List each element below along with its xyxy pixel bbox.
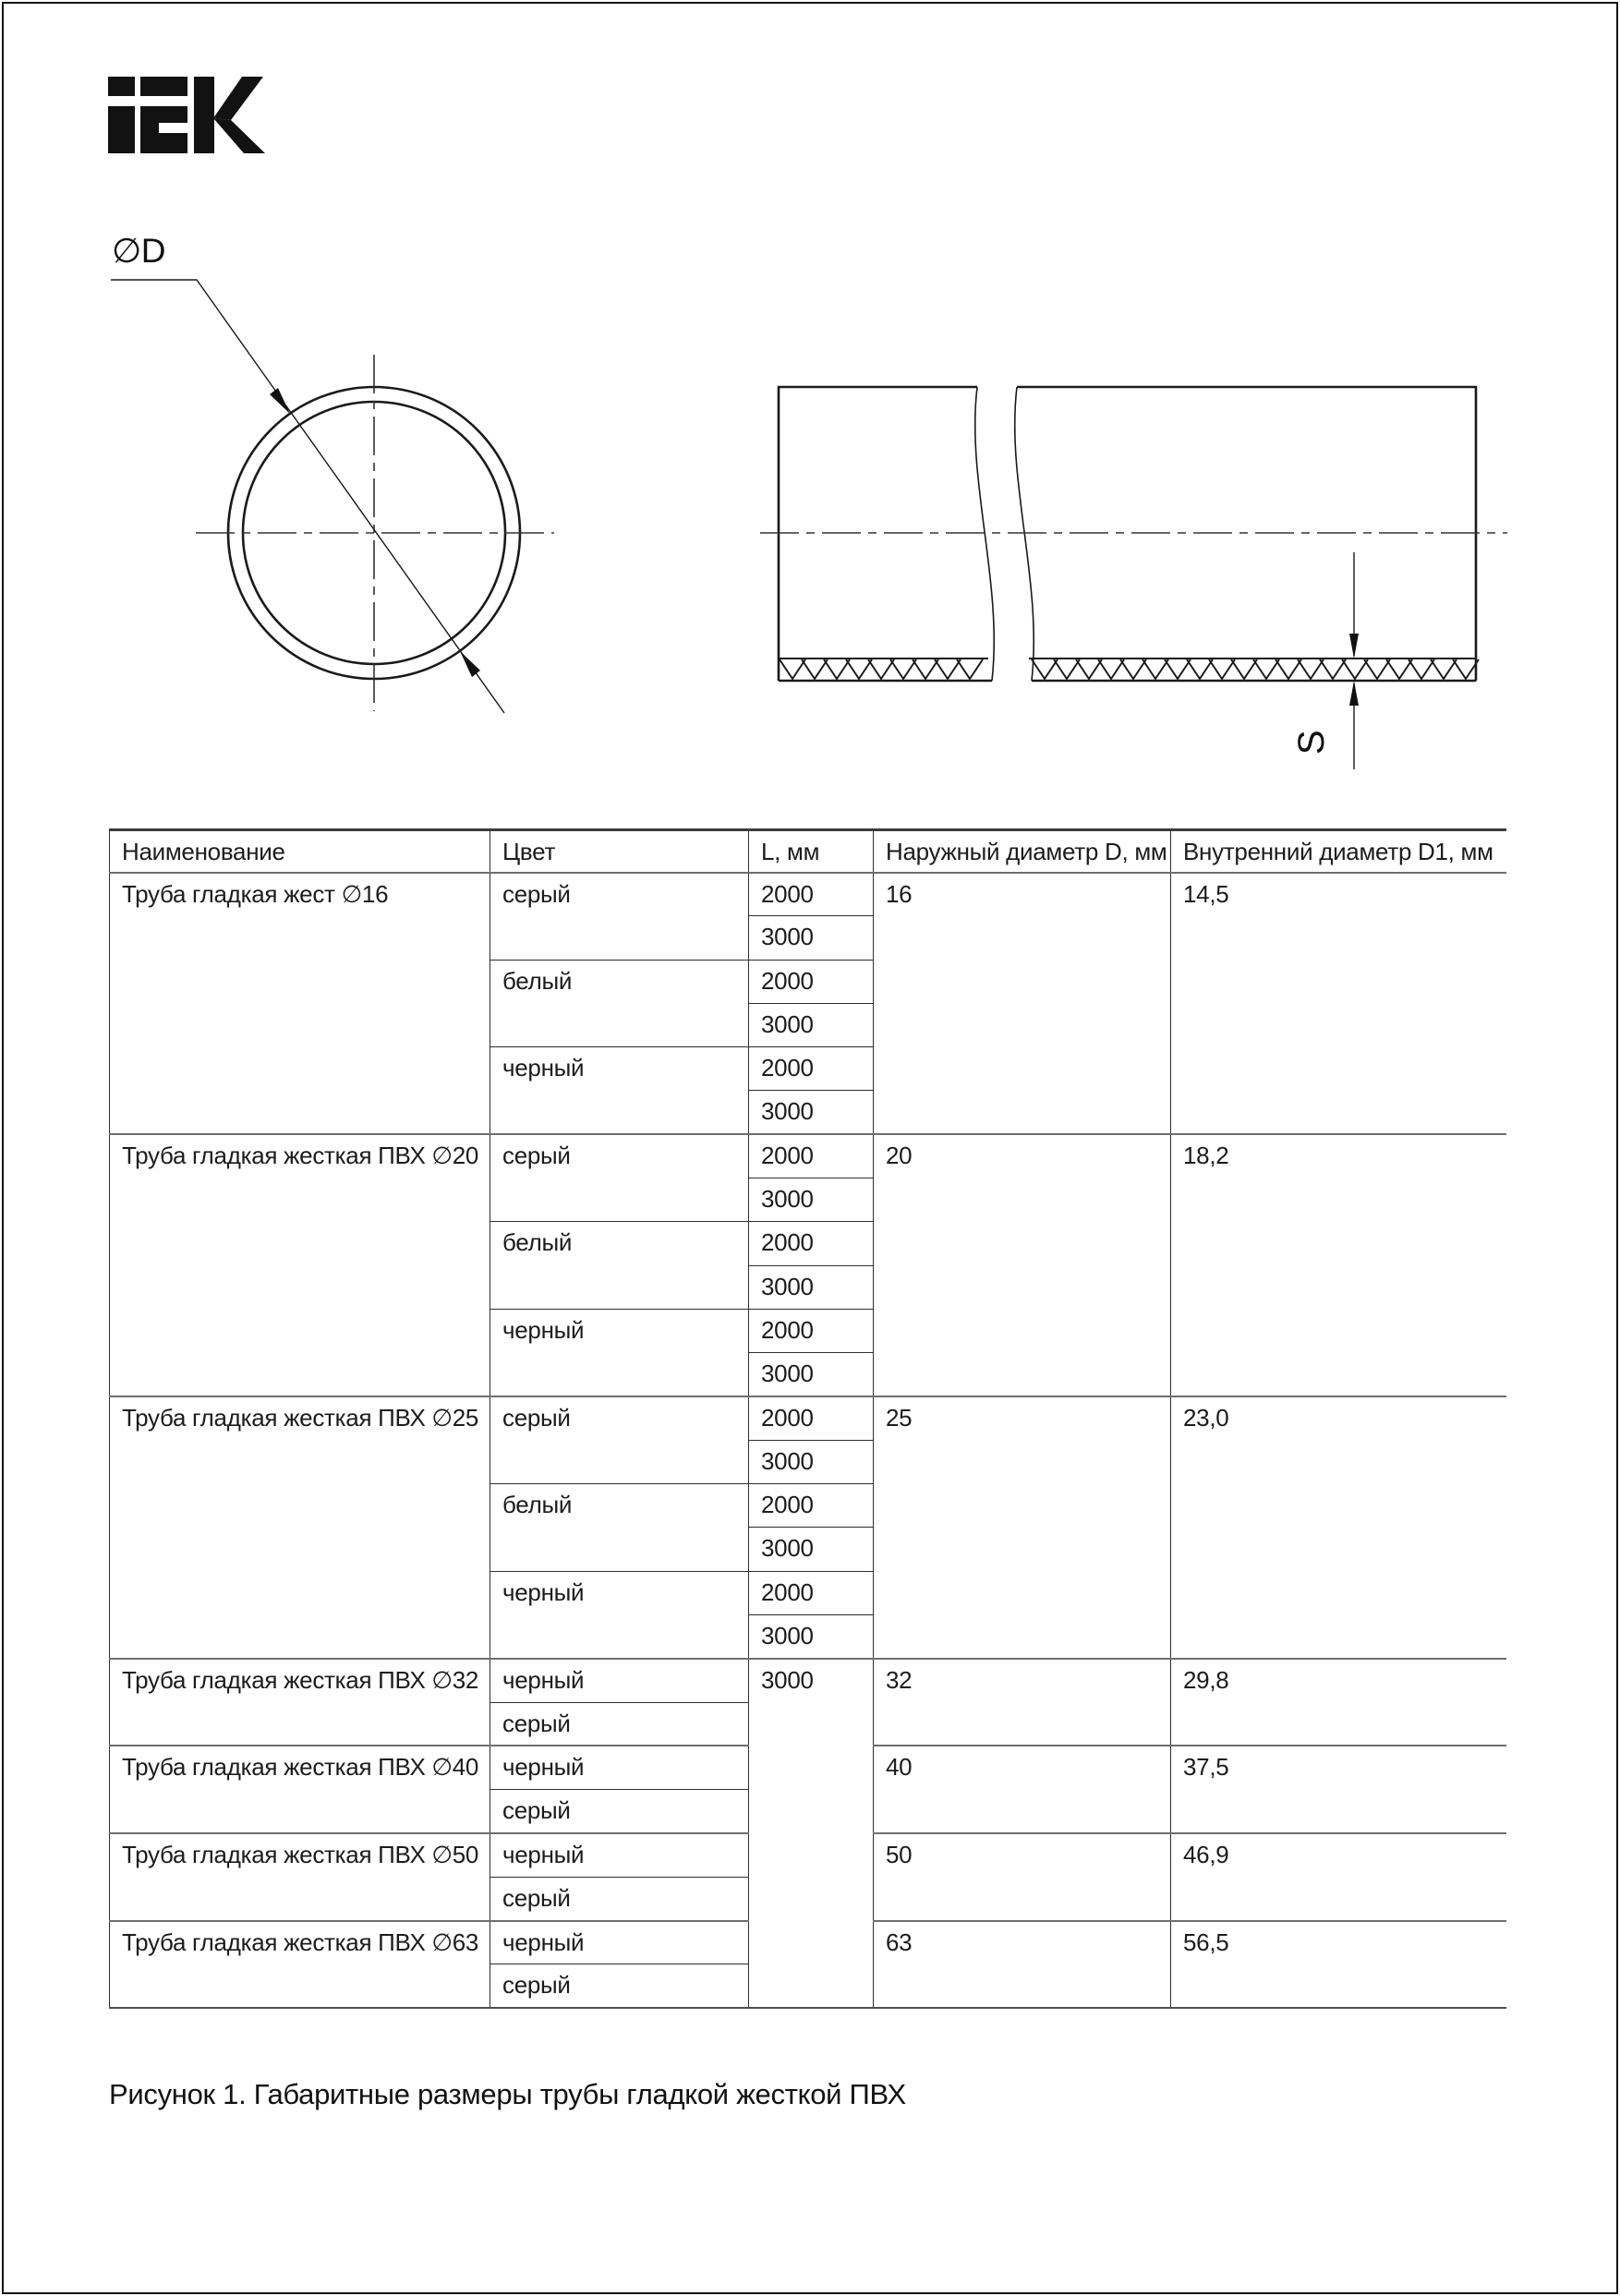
color-cell: черный: [490, 1047, 749, 1135]
inner-diameter-cell: 23,0: [1171, 1396, 1506, 1659]
length-cell: 3000: [749, 1265, 874, 1309]
length-cell: 3000: [749, 1178, 874, 1222]
diameter-leader-line: [111, 280, 504, 713]
diameter-arrowhead-bottom: [460, 651, 480, 677]
inner-diameter-cell: 56,5: [1171, 1921, 1506, 2009]
table-header: [110, 830, 1506, 873]
length-cell: 3000: [749, 1528, 874, 1571]
logo-e-slot: [159, 123, 187, 133]
logo-k-stem: [194, 77, 214, 153]
outer-diameter-cell: 32: [874, 1659, 1171, 1746]
pipe-dimensions-table: [109, 828, 1506, 2009]
wall-hatch-right: [1032, 659, 1479, 679]
product-name-cell: Труба гладкая жесткая ПВХ ∅50: [110, 1833, 490, 1921]
figure-caption: Рисунок 1. Габаритные размеры трубы гладкой жесткой ПВХ: [109, 2078, 906, 2110]
product-name-cell: Труба гладкая жесткая ПВХ ∅20: [110, 1134, 490, 1396]
color-cell: белый: [490, 1484, 749, 1572]
outer-diameter-cell: 20: [874, 1134, 1171, 1396]
logo-i-stem: [108, 106, 135, 153]
pipe-side-view: [760, 387, 1507, 769]
length-cell: 3000: [749, 1615, 874, 1659]
color-cell: серый: [490, 1396, 749, 1484]
header-length: L, мм: [749, 830, 874, 873]
color-cell: серый: [490, 1964, 749, 2008]
table-row: [110, 1396, 1506, 1440]
length-cell: 2000: [749, 1134, 874, 1178]
color-cell: белый: [490, 1222, 749, 1310]
color-cell: серый: [490, 1877, 749, 1920]
outer-diameter-cell: 40: [874, 1746, 1171, 1833]
table-row: [110, 873, 1506, 916]
header-color: Цвет: [490, 830, 749, 873]
header-inner-diameter: Внутренний диаметр D1, мм: [1171, 830, 1506, 873]
table-row: [110, 1659, 1506, 1702]
length-cell: 2000: [749, 960, 874, 1003]
logo-i-dot: [108, 77, 135, 96]
product-name-cell: Труба гладкая жест ∅16: [110, 873, 490, 1135]
wall-thickness-label: S: [1291, 730, 1332, 755]
color-cell: черный: [490, 1309, 749, 1396]
logo-e-top: [140, 77, 187, 96]
color-cell: белый: [490, 960, 749, 1047]
length-cell: 3000: [749, 1440, 874, 1483]
product-name-cell: Труба гладкая жесткая ПВХ ∅25: [110, 1396, 490, 1659]
logo-k-upper-arm: [213, 77, 263, 120]
inner-diameter-cell: 37,5: [1171, 1746, 1506, 1833]
color-cell: черный: [490, 1833, 749, 1877]
length-cell: 3000: [749, 1091, 874, 1134]
inner-diameter-cell: 46,9: [1171, 1833, 1506, 1921]
color-cell: серый: [490, 873, 749, 961]
length-cell: 3000: [749, 916, 874, 960]
color-cell: черный: [490, 1659, 749, 1702]
color-cell: черный: [490, 1921, 749, 1964]
header-name: Наименование: [110, 830, 490, 873]
length-cell: 2000: [749, 1222, 874, 1265]
color-cell: черный: [490, 1746, 749, 1789]
break-curve-right: [1015, 387, 1034, 681]
technical-drawings: [0, 0, 1620, 831]
wall-hatch-left: [780, 659, 983, 679]
inner-diameter-cell: 14,5: [1171, 873, 1506, 1135]
iek-logo: [108, 77, 265, 153]
s-dim-arrow-down: [1349, 634, 1359, 659]
color-cell: серый: [490, 1702, 749, 1746]
outer-diameter-cell: 25: [874, 1396, 1171, 1659]
length-cell: 2000: [749, 1571, 874, 1614]
logo-k-lower-arm: [213, 118, 265, 153]
length-cell: 3000: [749, 1003, 874, 1046]
diameter-arrowhead-top: [270, 388, 290, 414]
product-name-cell: Труба гладкая жесткая ПВХ ∅40: [110, 1746, 490, 1833]
table-body: [110, 873, 1506, 2009]
inner-diameter-cell: 18,2: [1171, 1134, 1506, 1396]
color-cell: черный: [490, 1571, 749, 1659]
break-curve-left: [975, 387, 995, 681]
pipe-right-outline: [1017, 387, 1476, 681]
outer-diameter-cell: 16: [874, 873, 1171, 1135]
product-name-cell: Труба гладкая жесткая ПВХ ∅32: [110, 1659, 490, 1746]
length-cell: 2000: [749, 873, 874, 916]
outer-diameter-cell: 63: [874, 1921, 1171, 2009]
length-cell: 2000: [749, 1484, 874, 1528]
product-name-cell: Труба гладкая жесткая ПВХ ∅63: [110, 1921, 490, 2009]
color-cell: серый: [490, 1134, 749, 1222]
color-cell: серый: [490, 1790, 749, 1833]
length-cell: 2000: [749, 1396, 874, 1440]
s-dim-arrow-up: [1349, 681, 1359, 706]
length-cell: 3000: [749, 1353, 874, 1396]
pipe-cross-section-view: [111, 280, 554, 713]
table-row: [110, 1134, 1506, 1178]
diameter-label: ∅D: [112, 232, 165, 270]
outer-diameter-cell: 50: [874, 1833, 1171, 1921]
length-cell: 2000: [749, 1309, 874, 1352]
header-outer-diameter: Наружный диаметр D, мм: [874, 830, 1171, 873]
length-cell: 3000: [749, 1659, 874, 2008]
pipe-left-outline: [779, 387, 977, 681]
length-cell: 2000: [749, 1047, 874, 1091]
inner-diameter-cell: 29,8: [1171, 1659, 1506, 1746]
